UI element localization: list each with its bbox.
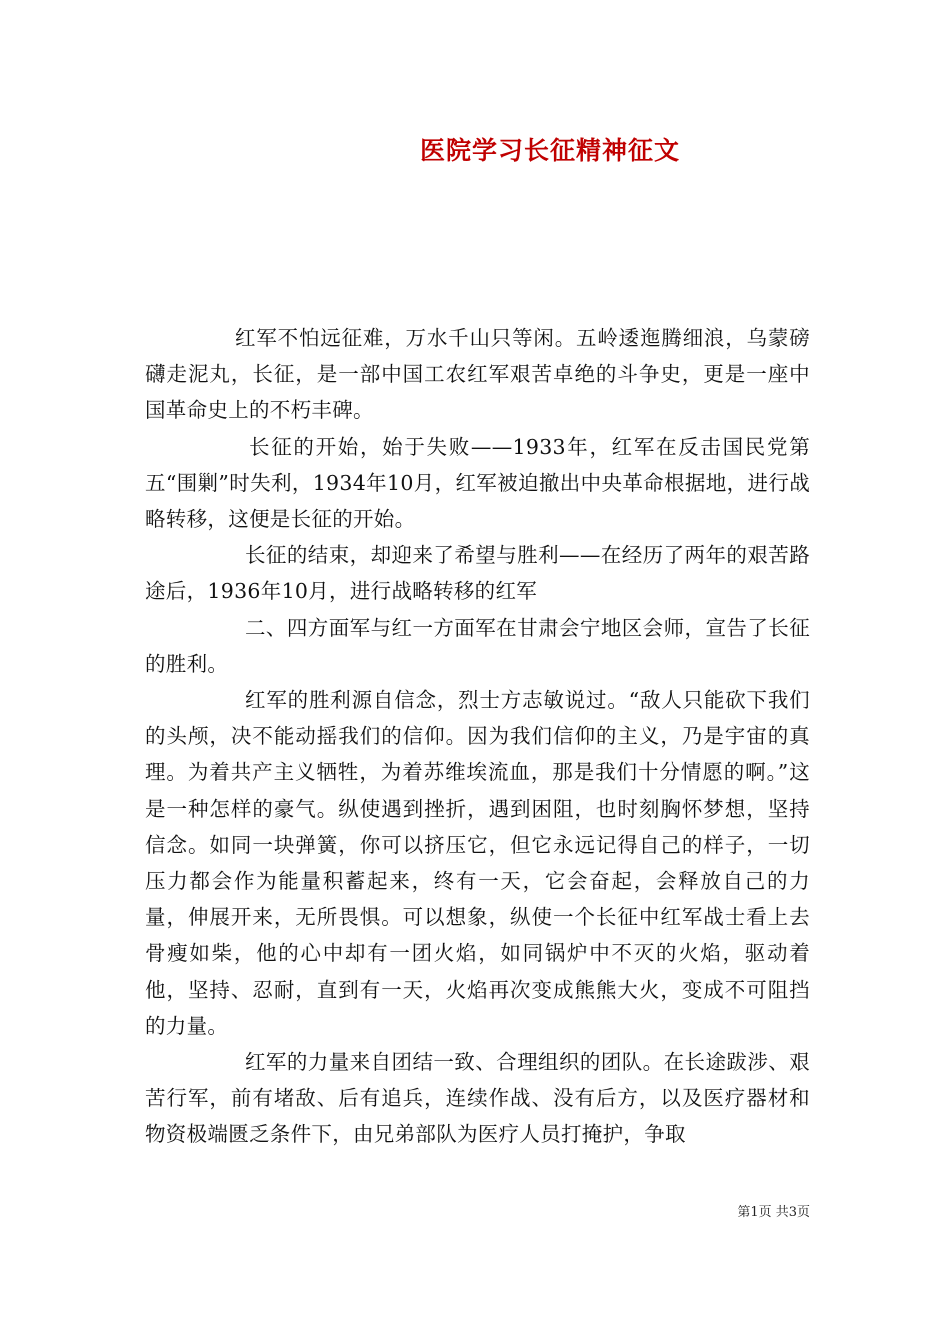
paragraph-4: 二、四方面军与红一方面军在甘肃会宁地区会师，宣告了长征的胜利。	[145, 615, 810, 676]
page-footer: 第1页 共3页	[737, 1205, 810, 1220]
document-title: 医院学习长征精神征文	[419, 136, 680, 165]
paragraph-5: 红军的胜利源自信念，烈士方志敏说过。“敌人只能砍下我们的头颅，决不能动摇我们的信仰。因为我们信仰的主义，乃是宇宙的真理。为着共产主义牺牲，为着苏维埃流血，那是我们十分情愿的啊。”这是一种怎样的豪气。纵使遇到挫折，遇到困阻，也时刻胸怀梦想，坚持信念。如同一块弹簧，你可以挤压它，但它永远记得自己的样子，一切压力都会作为能量积蓄起来，终有一天，它会奋起，会释放自己的力量，伸展开来，无所畏惧。可以想象，纵使一个长征中红军战士看上去骨瘦如柴，他的心中却有一团火焰，如同锅炉中不灭的火焰，驱动着他，坚持、忍耐，直到有一天，火焰再次变成熊熊大火，变成不可阻挡的力量。	[145, 688, 810, 1038]
document-body	[145, 320, 810, 1153]
paragraph-3: 长征的结束，却迎来了希望与胜利——在经历了两年的艰苦路途后，1936年10月，进行战略转移的红军	[145, 543, 810, 604]
paragraph-6: 红军的力量来自团结一致、合理组织的团队。在长途跋涉、艰苦行军，前有堵敌、后有追兵，连续作战、没有后方，以及医疗器材和物资极端匮乏条件下，由兄弟部队为医疗人员打掩护，争取	[145, 1050, 810, 1147]
paragraph-2: 长征的开始，始于失败——1933年，红军在反击国民党第五“围剿”时失利，1934年10月，红军被迫撤出中央革命根据地，进行战略转移，这便是长征的开始。	[145, 434, 810, 532]
paragraph-1: 红军不怕远征难，万水千山只等闲。五岭逶迤腾细浪，乌蒙磅礴走泥丸，长征，是一部中国工农红军艰苦卓绝的斗争史，更是一座中国革命史上的不朽丰碑。	[145, 326, 810, 423]
